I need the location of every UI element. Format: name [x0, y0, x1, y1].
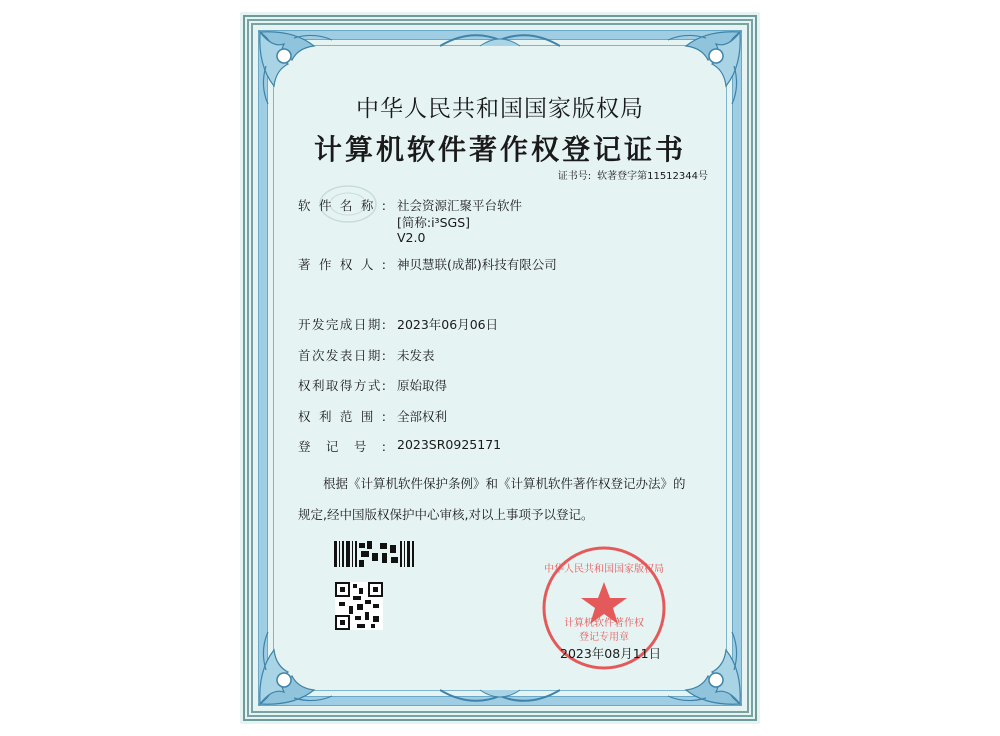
rights-scope-label: 权利范围: [298, 409, 386, 424]
owner-value: 神贝慧联(成都)科技有限公司 [397, 257, 557, 272]
seal-text-line-2: 登记专用章 [579, 632, 629, 643]
owner-label: 著作权人: [298, 257, 386, 272]
publish-date-value: 未发表 [397, 348, 435, 363]
qr-code-icon [335, 582, 383, 630]
statement-line-2: 规定,经中国版权保护中心审核,对以上事项予以登记。 [298, 507, 594, 522]
certificate-number-value: 软著登字第11512344号 [597, 171, 708, 182]
publish-date-label: 首次发表日期: [298, 348, 386, 363]
certificate-number [552, 167, 708, 182]
scroll-ornament-icon [440, 680, 560, 710]
seal-text-line-1: 计算机软件著作权 [564, 618, 644, 629]
acquire-method-value: 原始取得 [397, 378, 448, 393]
certificate [240, 12, 760, 724]
registration-number-label: 登记号: [298, 439, 386, 454]
seal-ring-text: 中华人民共和国国家版权局 [544, 564, 664, 575]
dev-date-label: 开发完成日期: [298, 317, 386, 332]
registration-number-value: 2023SR0925171 [397, 437, 502, 452]
certificate-number-label: 证书号: [557, 171, 592, 182]
issue-date: 2023年08月11日 [560, 646, 662, 661]
certificate-title: 计算机软件著作权登记证书 [313, 133, 686, 166]
rights-scope-value: 全部权利 [397, 409, 448, 424]
scroll-ornament-icon [440, 26, 560, 56]
statement-line-1: 根据《计算机软件保护条例》和《计算机软件著作权登记办法》的 [323, 476, 686, 491]
acquire-method-label: 权利取得方式: [298, 378, 386, 393]
corner-ornament-icon [658, 622, 746, 710]
dev-date-value: 2023年06月06日 [397, 317, 499, 332]
software-name-line: 社会资源汇聚平台软件 [397, 198, 523, 213]
barcode-icon [334, 541, 414, 567]
software-short-name: [简称:i³SGS] [397, 215, 471, 230]
corner-ornament-icon [254, 622, 342, 710]
issuer-title: 中华人民共和国国家版权局 [356, 96, 644, 122]
software-name-label: 软件名称: [298, 198, 386, 213]
software-version: V2.0 [397, 230, 426, 245]
